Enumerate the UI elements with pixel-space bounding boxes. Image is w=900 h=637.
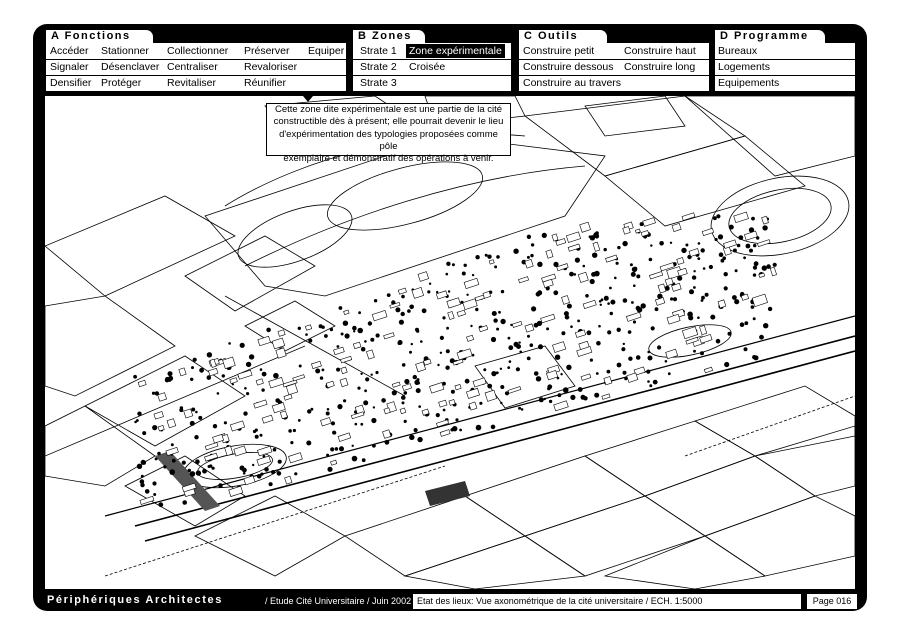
tooltip-line: exemplaire et démonstratif des opérations à venir. <box>283 153 494 165</box>
fonctions-panel <box>46 43 346 91</box>
menu-item-construire-petit[interactable]: Construire petit <box>523 45 595 57</box>
menu-item-densifier[interactable]: Densifier <box>50 77 92 89</box>
tab-outils[interactable]: C Outils <box>519 30 607 43</box>
tooltip-line: d'expérimentation des typologies proposées comme pôle <box>279 128 498 152</box>
menu-item-logements[interactable]: Logements <box>718 61 770 73</box>
menu-item-bureaux[interactable]: Bureaux <box>718 45 758 57</box>
page-number: Page 016 <box>807 594 857 609</box>
menu-item-centraliser[interactable]: Centraliser <box>167 61 218 73</box>
tab-programme[interactable]: D Programme <box>715 30 825 43</box>
menu-item-croisee[interactable]: Croisée <box>409 61 446 73</box>
menu-item-equiper[interactable]: Equiper <box>308 45 345 57</box>
menu-item-strate-1[interactable]: Strate 1 <box>360 45 397 57</box>
menu-item-revitaliser[interactable]: Revitaliser <box>167 77 217 89</box>
zones-panel <box>353 43 511 91</box>
tab-fonctions[interactable]: A Fonctions <box>46 30 153 43</box>
tab-zones[interactable]: B Zones <box>353 30 425 43</box>
menu-item-zone-experimentale[interactable]: Zone expérimentale <box>406 44 505 58</box>
menu-item-stationner[interactable]: Stationner <box>101 45 149 57</box>
tooltip-pointer <box>303 96 313 102</box>
menu-item-construire-dessous[interactable]: Construire dessous <box>523 61 614 73</box>
footer <box>33 591 867 611</box>
caption-box: Etat des lieux: Vue axonométrique de la cité universitaire / ECH. 1:5000 <box>413 594 801 609</box>
tooltip-line: constructible dès à présent; elle pourrait devenir le lieu <box>273 116 504 128</box>
zone-description-tooltip <box>266 103 511 165</box>
menu-item-strate-2[interactable]: Strate 2 <box>360 61 397 73</box>
axonometric-map <box>45 96 855 589</box>
menu-item-construire-au-travers[interactable]: Construire au travers <box>523 77 622 89</box>
menu-item-collectionner[interactable]: Collectionner <box>167 45 229 57</box>
document-frame <box>33 24 867 611</box>
menu-item-acceder[interactable]: Accéder <box>50 45 89 57</box>
menu-item-proteger[interactable]: Protéger <box>101 77 142 89</box>
menu-item-construire-haut[interactable]: Construire haut <box>624 45 696 57</box>
menu-item-signaler[interactable]: Signaler <box>50 61 89 73</box>
menu-item-desenclaver[interactable]: Désenclaver <box>101 61 160 73</box>
tooltip-line: Cette zone dite expérimentale est une partie de la cité <box>274 104 503 115</box>
study-info: / Etude Cité Universitaire / Juin 2002 <box>265 596 412 606</box>
menu-item-preserver[interactable]: Préserver <box>244 45 290 57</box>
menu-item-reunifier[interactable]: Réunifier <box>244 77 287 89</box>
menu-item-strate-3[interactable]: Strate 3 <box>360 77 397 89</box>
firm-name: Périphériques Architectes <box>47 594 223 606</box>
outils-panel <box>519 43 709 91</box>
programme-panel <box>715 43 855 91</box>
menu-item-equipements[interactable]: Equipements <box>718 77 780 89</box>
menu-item-construire-long[interactable]: Construire long <box>624 61 696 73</box>
menu-item-revaloriser[interactable]: Revaloriser <box>244 61 298 73</box>
